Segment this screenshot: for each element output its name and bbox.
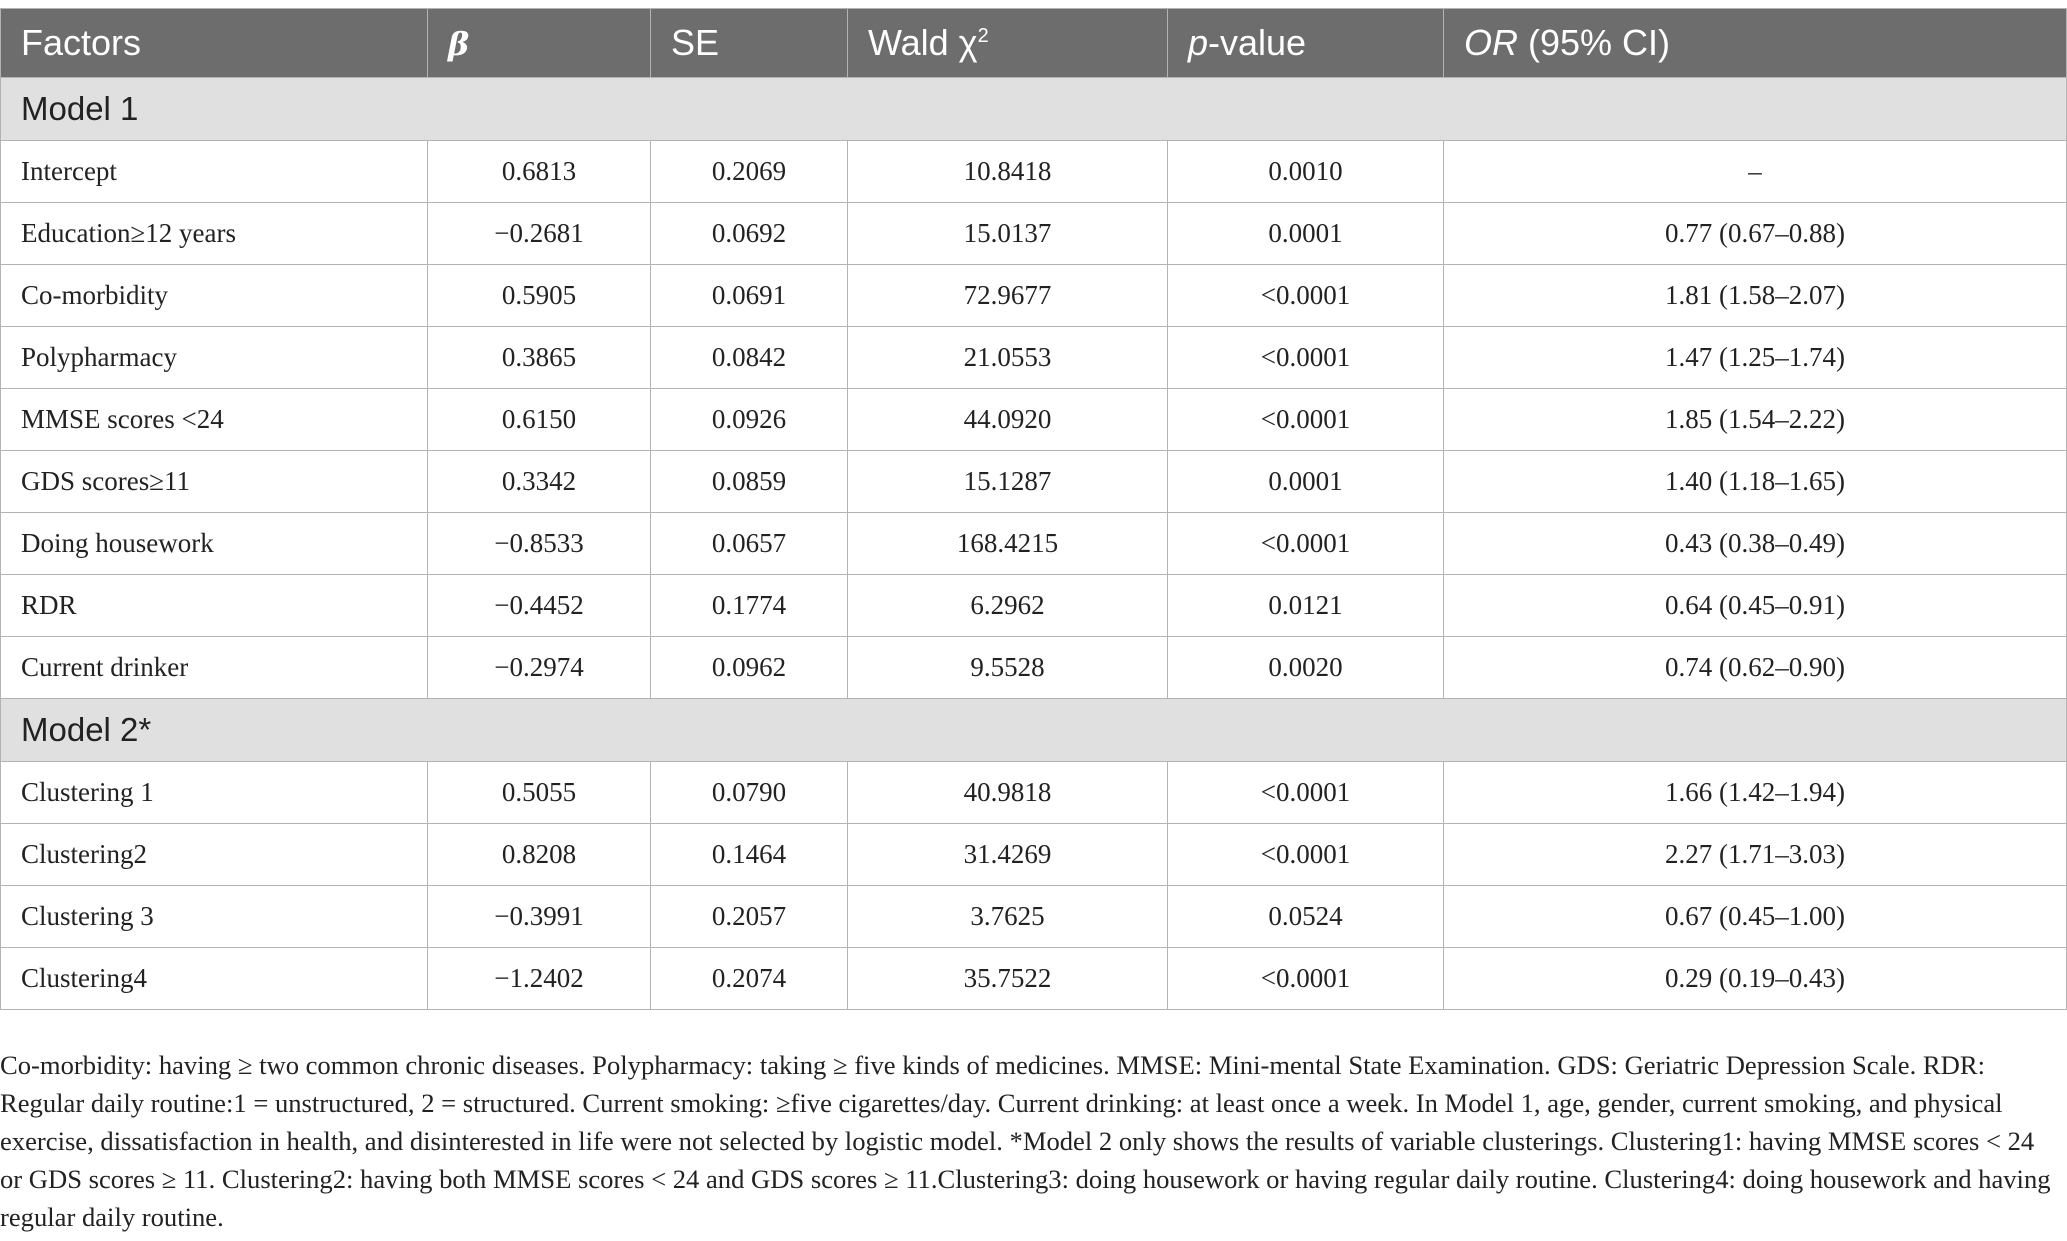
cell-se: 0.0790 (651, 762, 848, 824)
table-row (1, 886, 2067, 948)
cell-p-value: 0.0010 (1168, 141, 1444, 203)
cell-or-ci: 1.40 (1.18–1.65) (1444, 451, 2067, 513)
table-row (1, 575, 2067, 637)
cell-wald: 168.4215 (848, 513, 1168, 575)
cell-wald: 3.7625 (848, 886, 1168, 948)
cell-p-value: <0.0001 (1168, 513, 1444, 575)
cell-factor: Clustering 1 (1, 762, 428, 824)
cell-p-value: <0.0001 (1168, 824, 1444, 886)
cell-factor: Current drinker (1, 637, 428, 699)
cell-p-value: <0.0001 (1168, 948, 1444, 1010)
cell-se: 0.2069 (651, 141, 848, 203)
or-rest: (95% CI) (1518, 22, 1671, 63)
header-row (1, 9, 2067, 78)
cell-se: 0.0926 (651, 389, 848, 451)
cell-beta: 0.3865 (428, 327, 651, 389)
cell-beta: −0.2974 (428, 637, 651, 699)
cell-factor: Education≥12 years (1, 203, 428, 265)
section-row-model-1 (1, 78, 2067, 141)
col-header-beta (428, 9, 651, 78)
cell-wald: 15.1287 (848, 451, 1168, 513)
cell-or-ci: 0.67 (0.45–1.00) (1444, 886, 2067, 948)
cell-or-ci: 1.66 (1.42–1.94) (1444, 762, 2067, 824)
cell-or-ci: 0.74 (0.62–0.90) (1444, 637, 2067, 699)
cell-factor: Clustering 3 (1, 886, 428, 948)
section-title-model-2: Model 2* (1, 699, 2067, 762)
cell-wald: 15.0137 (848, 203, 1168, 265)
table-row (1, 141, 2067, 203)
cell-or-ci: 1.47 (1.25–1.74) (1444, 327, 2067, 389)
table-row (1, 203, 2067, 265)
wald-label: Wald χ (868, 22, 978, 63)
col-header-or (1444, 9, 2067, 78)
cell-or-ci: 0.29 (0.19–0.43) (1444, 948, 2067, 1010)
cell-or-ci: 1.85 (1.54–2.22) (1444, 389, 2067, 451)
table-row (1, 762, 2067, 824)
cell-factor: Clustering2 (1, 824, 428, 886)
cell-beta: 0.5905 (428, 265, 651, 327)
cell-beta: 0.3342 (428, 451, 651, 513)
table-row (1, 637, 2067, 699)
cell-beta: 0.5055 (428, 762, 651, 824)
section-row-model-2 (1, 699, 2067, 762)
beta-symbol: β (448, 25, 470, 63)
cell-beta: 0.8208 (428, 824, 651, 886)
cell-or-ci: 0.77 (0.67–0.88) (1444, 203, 2067, 265)
cell-wald: 21.0553 (848, 327, 1168, 389)
cell-factor: RDR (1, 575, 428, 637)
table-body (1, 78, 2067, 1010)
cell-wald: 10.8418 (848, 141, 1168, 203)
cell-or-ci: 2.27 (1.71–3.03) (1444, 824, 2067, 886)
cell-p-value: 0.0121 (1168, 575, 1444, 637)
cell-factor: Polypharmacy (1, 327, 428, 389)
cell-beta: −0.8533 (428, 513, 651, 575)
table-row (1, 265, 2067, 327)
regression-table-container (0, 8, 2066, 1010)
cell-beta: −1.2402 (428, 948, 651, 1010)
cell-p-value: 0.0001 (1168, 203, 1444, 265)
cell-wald: 31.4269 (848, 824, 1168, 886)
cell-beta: −0.3991 (428, 886, 651, 948)
cell-factor: Co-morbidity (1, 265, 428, 327)
table-row (1, 389, 2067, 451)
cell-se: 0.0691 (651, 265, 848, 327)
p-italic: p (1188, 22, 1209, 63)
cell-p-value: <0.0001 (1168, 327, 1444, 389)
cell-p-value: <0.0001 (1168, 762, 1444, 824)
table-row (1, 451, 2067, 513)
or-italic: OR (1464, 22, 1518, 63)
cell-wald: 40.9818 (848, 762, 1168, 824)
col-header-wald (848, 9, 1168, 78)
cell-or-ci: 0.43 (0.38–0.49) (1444, 513, 2067, 575)
cell-wald: 6.2962 (848, 575, 1168, 637)
cell-or-ci: 0.64 (0.45–0.91) (1444, 575, 2067, 637)
table-row (1, 948, 2067, 1010)
cell-p-value: 0.0020 (1168, 637, 1444, 699)
section-title-model-1: Model 1 (1, 78, 2067, 141)
cell-beta: −0.4452 (428, 575, 651, 637)
cell-wald: 35.7522 (848, 948, 1168, 1010)
cell-p-value: <0.0001 (1168, 265, 1444, 327)
regression-table (0, 8, 2067, 1010)
cell-se: 0.0657 (651, 513, 848, 575)
cell-wald: 44.0920 (848, 389, 1168, 451)
cell-beta: 0.6813 (428, 141, 651, 203)
col-header-se: SE (651, 9, 848, 78)
cell-se: 0.0842 (651, 327, 848, 389)
cell-p-value: 0.0001 (1168, 451, 1444, 513)
cell-factor: Intercept (1, 141, 428, 203)
col-header-p-value (1168, 9, 1444, 78)
cell-se: 0.1464 (651, 824, 848, 886)
cell-wald: 9.5528 (848, 637, 1168, 699)
cell-factor: MMSE scores <24 (1, 389, 428, 451)
cell-se: 0.0962 (651, 637, 848, 699)
wald-superscript: 2 (977, 25, 989, 47)
cell-se: 0.0859 (651, 451, 848, 513)
col-header-factors: Factors (1, 9, 428, 78)
cell-or-ci: 1.81 (1.58–2.07) (1444, 265, 2067, 327)
cell-se: 0.0692 (651, 203, 848, 265)
table-footnote: Co-morbidity: having ≥ two common chronic diseases. Polypharmacy: taking ≥ five kinds of medicines. MMSE: Mini-mental State Examination. GDS: Geriatric Depression Scale. RDR: Regular daily routine:1 = unstructured, 2 = structured. Current smoking: ≥five cigarettes/day. Current drinking: at least once a week. In Model 1, age, gender, current smoking, and physical exercise, dissatisfaction in health, and disinterested in life were not selected by logistic model. *Model 2 only shows the results of variable clusterings. Clustering1: having MMSE scores < 24 or GDS scores ≥ 11. Clustering2: having both MMSE scores < 24 and GDS scores ≥ 11.Clustering3: doing housework or having regular daily routine. Clustering4: doing housework and having regular daily routine. (0, 1050, 2051, 1232)
cell-se: 0.2074 (651, 948, 848, 1010)
cell-beta: −0.2681 (428, 203, 651, 265)
cell-factor: Clustering4 (1, 948, 428, 1010)
cell-wald: 72.9677 (848, 265, 1168, 327)
cell-beta: 0.6150 (428, 389, 651, 451)
cell-se: 0.2057 (651, 886, 848, 948)
p-rest: -value (1208, 22, 1307, 63)
cell-or-ci: – (1444, 141, 2067, 203)
cell-se: 0.1774 (651, 575, 848, 637)
table-row (1, 513, 2067, 575)
cell-factor: Doing housework (1, 513, 428, 575)
table-row (1, 824, 2067, 886)
cell-p-value: <0.0001 (1168, 389, 1444, 451)
cell-factor: GDS scores≥11 (1, 451, 428, 513)
table-row (1, 327, 2067, 389)
cell-p-value: 0.0524 (1168, 886, 1444, 948)
